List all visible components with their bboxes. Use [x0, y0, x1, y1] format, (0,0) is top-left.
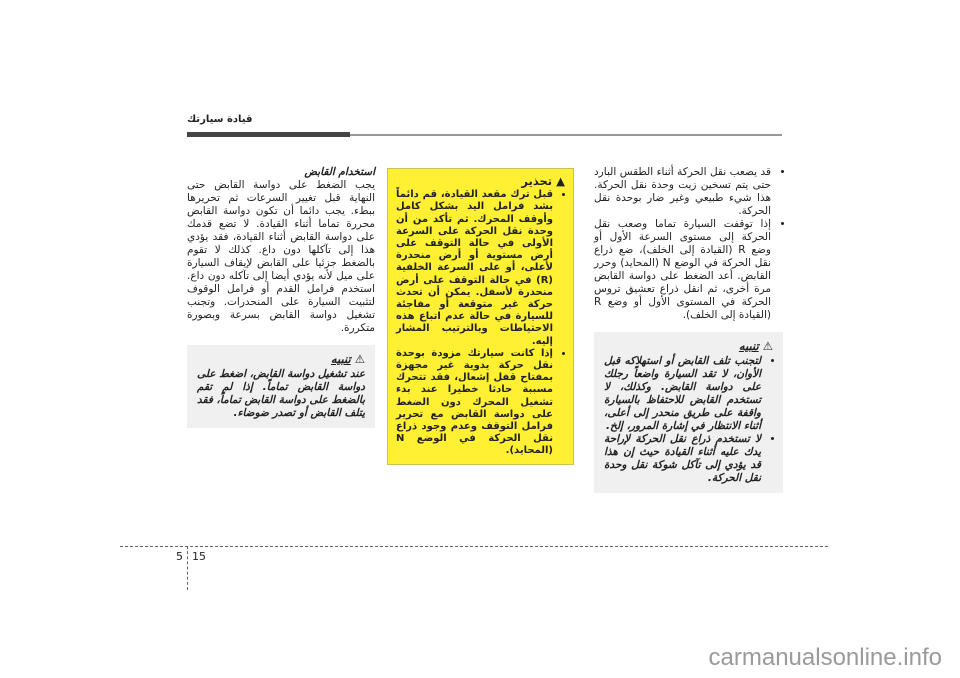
warning-bullet: • قبل ترك مقعد القيادة، قم دائماً بشد فرامل اليد بشكل كامل وأوقف المحرك. ثم تأكد من أن وحدة نقل الحركة على السرعة الأولى في حالة التوقف على أرض مستوية أو أرض منحدرة لأعلى، أو على السرعة الخلفية (R) في حالة التوقف على أرض منحدرة لأسفل. يمكن أن تحدث حركة غير متوقعة أو مفاجئة للسيارة في حالة عدم اتباع هذه الاحتياطات وبالترتيب المشار إليه. — [396, 189, 553, 348]
bullet-text: • قد يصعب نقل الحركة أثناء الطقس البارد حتى يتم تسخين زيت وحدة نقل الحركة. هذا شيء طبيعي وغير ضار بوحدة نقل الحركة. — [594, 166, 771, 218]
left-column — [187, 166, 375, 428]
caution-title: تنبيه — [330, 352, 351, 366]
footer-divider — [120, 546, 828, 547]
header-bar-dark — [187, 132, 350, 137]
watermark: carmanualsonline.info — [708, 644, 942, 671]
warning-triangle-icon: ⚠ — [762, 339, 773, 353]
caution-bullet: • لا تستخدم ذراع نقل الحركة لإراحة يدك عليه أثناء القيادة حيث إن هذا قد يؤدي إلى تآكل شوكة نقل وحدة نقل الحركة. — [604, 433, 761, 485]
header-bar-line — [350, 134, 782, 136]
page-number: 15 — [192, 550, 206, 563]
right-column — [594, 166, 783, 493]
section-title: قيادة سيارتك — [187, 114, 253, 125]
subsection-title: استخدام القابض — [304, 166, 375, 178]
body-text: يجب الضغط على دواسة القابض حتى النهاية قبل تغيير السرعات ثم تحريرها ببطء. يجب دائما أن تكون دواسة القابض محررة تماما أثناء القيادة. لا تضع قدمك على دواسة القابض أثناء القيادة، فقد يؤدي هذا إلى تآكلها دون داع. كذلك لا تقوم بالضغط جزئيا على القابض لإيقاف السيارة على ميل لأنه يؤدي أيضا إلى تآكله دون داع. استخدم فرامل القدم أو فرامل الوقوف لتثبيت السيارة على المنحدرات. وتجنب تشغيل دواسة القابض بسرعة وبصورة متكررة. — [187, 179, 375, 334]
caution-box — [187, 345, 375, 428]
warning-bullet: • إذا كانت سيارتك مزودة بوحدة نقل حركة يدوية غير مجهزة بمفتاح قفل إشعال، فقد تتحرك مسببة حادثا خطيرا عند بدء تشغيل المحرك دون الضغط على دواسة القابض مع تحرير فرامل التوقف وعدم وجود ذراع نقل الحركة في الوضع N (المحايد). — [396, 348, 553, 458]
warning-triangle-icon: ▲ — [556, 174, 565, 188]
warning-triangle-icon: ⚠ — [354, 352, 365, 366]
bullet-text: • إذا توقفت السيارة تماما وصعب نقل الحركة إلى مستوى السرعة الأول أو وضع R (القيادة إلى الخلف)، ضع ذراع نقل الحركة في الوضع N (المحايد) وحرر القابض. أعد الضغط على دواسة القابض مرة أخرى، ثم انقل ذراع تعشيق تروس الحركة في المستوى الأول أو وضع R (القيادة إلى الخلف). — [594, 218, 771, 322]
warning-title: تحذير — [521, 174, 553, 188]
footer-page-divider — [187, 546, 188, 590]
caution-title: تنبيه — [738, 339, 759, 353]
chapter-number: 5 — [176, 550, 183, 563]
caution-box — [594, 332, 783, 493]
caution-bullet: • لتجنب تلف القابض أو استهلاكه قبل الأوان، لا تقد السيارة واضعاً رجلك على دواسة القابض. وكذلك، لا تستخدم القابض للاحتفاظ بالسيارة واقفة على طريق منحدر إلى أعلى، أثناء الانتظار في إشارة المرور، إلخ. — [604, 355, 761, 433]
caution-text: عند تشغيل دواسة القابض، اضغط على دواسة القابض تماماً. إذا لم تقم بالضغط على دواسة القابض تماماً، فقد يتلف القابض أو تصدر ضوضاء. — [197, 368, 365, 419]
warning-box — [387, 168, 574, 465]
